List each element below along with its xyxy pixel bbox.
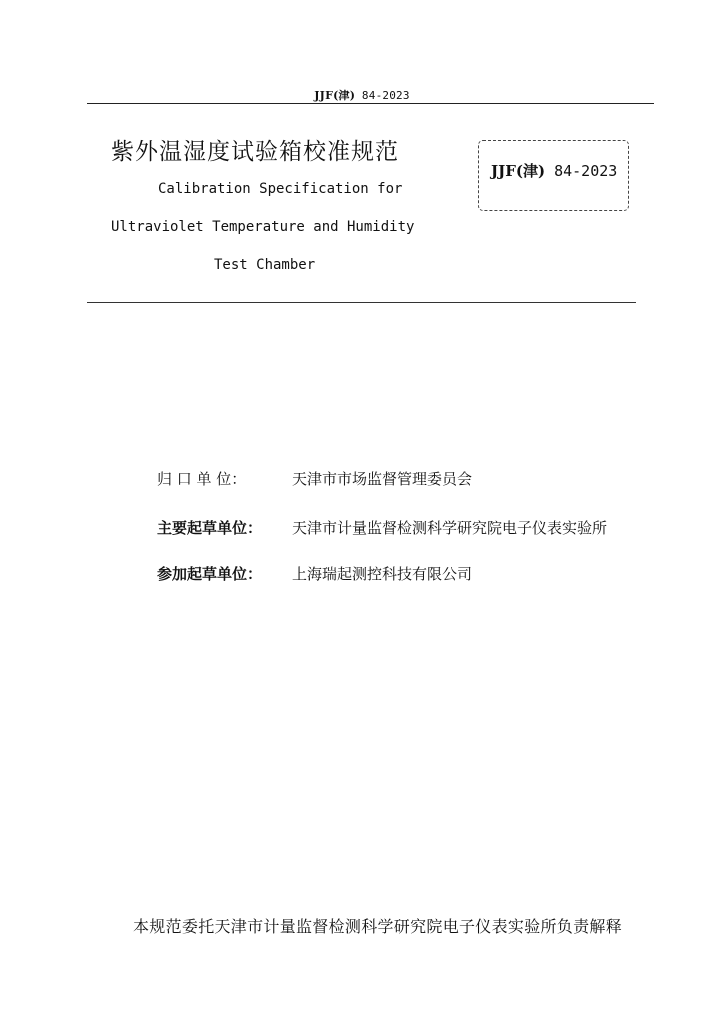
standard-code-prefix: JJF(津)	[491, 162, 546, 180]
standard-code-number: 84-2023	[545, 162, 618, 180]
document-title-en-line1: Calibration Specification for	[158, 181, 403, 197]
info-row-responsible-unit	[157, 468, 472, 489]
standard-code	[491, 160, 617, 181]
document-title-en-line2: Ultraviolet Temperature and Humidity	[111, 219, 415, 235]
info-label: 归 口 单 位：	[157, 470, 247, 488]
info-row-main-drafting-unit	[157, 517, 607, 538]
document-title-cn: 紫外温湿度试验箱校准规范	[111, 139, 399, 165]
info-value: 上海瑞起测控科技有限公司	[292, 565, 473, 583]
header-code-prefix: JJF(津)	[314, 89, 356, 102]
header-standard-code	[0, 87, 724, 103]
header-code-number: 84-2023	[355, 89, 410, 102]
info-value: 天津市市场监督管理委员会	[292, 470, 473, 488]
interpretation-note: 本规范委托天津市计量监督检测科学研究院电子仪表实验所负责解释	[133, 917, 623, 936]
info-value: 天津市计量监督检测科学研究院电子仪表实验所	[292, 519, 608, 537]
title-divider	[87, 302, 636, 303]
document-title-en-line3: Test Chamber	[214, 257, 316, 273]
info-label: 主要起草单位：	[157, 519, 263, 537]
info-row-participating-unit	[157, 563, 472, 584]
info-label: 参加起草单位：	[157, 565, 263, 583]
header-divider	[87, 103, 654, 104]
